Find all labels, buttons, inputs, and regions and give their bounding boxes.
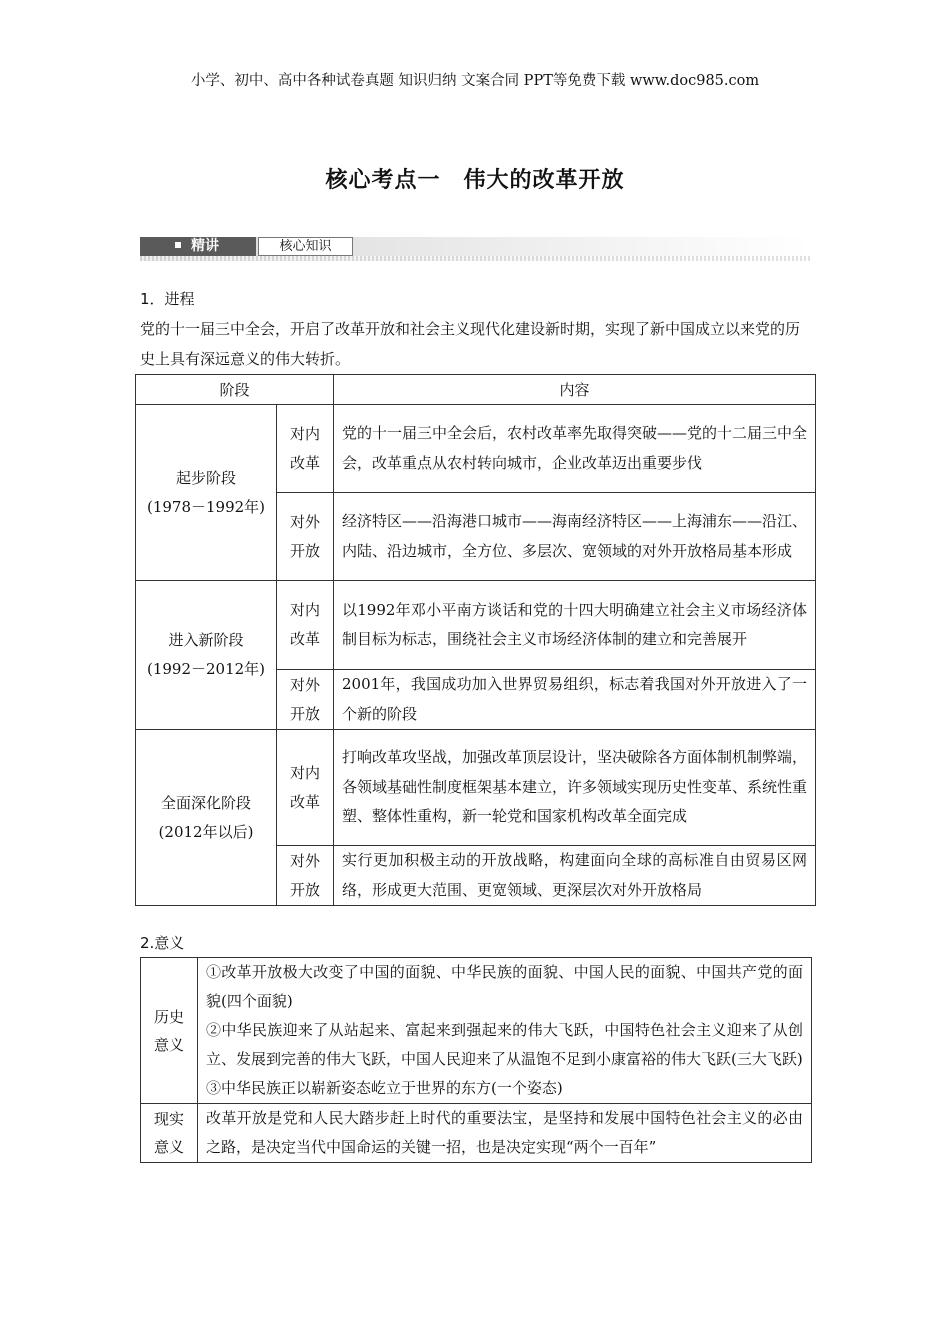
table-header-stage: 阶段 [136, 375, 334, 405]
banner-tag-secondary: 核心知识 [258, 237, 353, 256]
list-item: ①改革开放极大改变了中国的面貌、中华民族的面貌、中国人民的面貌、中国共产党的面貌(四个面貌) [206, 963, 803, 1010]
outer-open-label: 对外 开放 [277, 493, 334, 581]
page-title: 核心考点一 伟大的改革开放 [325, 168, 625, 193]
table-header-content: 内容 [334, 375, 816, 405]
inner-reform-label: 对内 改革 [277, 581, 334, 670]
historical-significance-label: 历史 意义 [141, 958, 198, 1104]
process-table [135, 374, 816, 906]
stage-period: (2012年以后) [158, 822, 254, 841]
historical-significance-content [198, 958, 812, 1104]
list-item: ②中华民族迎来了从站起来、富起来到强起来的伟大飞跃，中国特色社会主义迎来了从创立、发展到完善的伟大飞跃，中国人民迎来了从温饱不足到小康富裕的伟大飞跃(三大飞跃) [206, 1021, 803, 1068]
stage-period: (1978－1992年) [146, 497, 266, 516]
outer-open-content: 2001年，我国成功加入世界贸易组织，标志着我国对外开放进入了一个新的阶段 [334, 670, 816, 730]
banner-stripe [140, 256, 810, 261]
inner-reform-label: 对内 改革 [277, 405, 334, 493]
section-heading-significance: 2.意义 [140, 934, 185, 952]
banner-tag-primary-label: 精讲 [191, 238, 219, 254]
square-bullet-icon [175, 242, 181, 248]
inner-reform-label: 对内 改革 [277, 730, 334, 846]
process-intro: 党的十一届三中全会，开启了改革开放和社会主义现代化建设新时期，实现了新中国成立以来党的历史上具有深远意义的伟大转折。 [140, 320, 801, 368]
section-heading-process: 1．进程 [140, 290, 195, 308]
outer-open-label: 对外 开放 [277, 670, 334, 730]
significance-table [140, 957, 812, 1163]
outer-open-content: 实行更加积极主动的开放战略，构建面向全球的高标准自由贸易区网络，形成更大范围、更宽领域、更深层次对外开放格局 [334, 846, 816, 906]
stage-cell [136, 405, 277, 581]
list-item: ③中华民族正以崭新姿态屹立于世界的东方(一个姿态) [206, 1079, 563, 1097]
stage-name: 进入新阶段 [168, 631, 244, 649]
inner-reform-content: 党的十一届三中全会后，农村改革率先取得突破——党的十二届三中全会，改革重点从农村转向城市，企业改革迈出重要步伐 [334, 405, 816, 493]
stage-name: 起步阶段 [175, 468, 236, 487]
practical-significance-content: 改革开放是党和人民大踏步赶上时代的重要法宝，是坚持和发展中国特色社会主义的必由之路，是决定当代中国命运的关键一招，也是决定实现“两个一百年” [198, 1104, 812, 1163]
stage-cell [136, 581, 277, 730]
banner-tag-primary [140, 237, 256, 256]
stage-name: 全面深化阶段 [160, 793, 251, 812]
stage-period: (1992－2012年) [146, 660, 266, 678]
inner-reform-content: 打响改革攻坚战，加强改革顶层设计，坚决破除各方面体制机制弊端，各领域基础性制度框架基本建立，许多领域实现历史性变革、系统性重塑、整体性重构，新一轮党和国家机构改革全面完成 [334, 730, 816, 846]
outer-open-content: 经济特区——沿海港口城市——海南经济特区——上海浦东——沿江、内陆、沿边城市，全方位、多层次、宽领域的对外开放格局基本形成 [334, 493, 816, 581]
outer-open-label: 对外 开放 [277, 846, 334, 906]
practical-significance-label: 现实 意义 [141, 1104, 198, 1163]
stage-cell [136, 730, 277, 906]
inner-reform-content: 以1992年邓小平南方谈话和党的十四大明确建立社会主义市场经济体制目标为标志，围绕社会主义市场经济体制的建立和完善展开 [334, 581, 816, 670]
page-header: 小学、初中、高中各种试卷真题 知识归纳 文案合同 PPT等免费下载 www.doc985.com [190, 73, 760, 89]
